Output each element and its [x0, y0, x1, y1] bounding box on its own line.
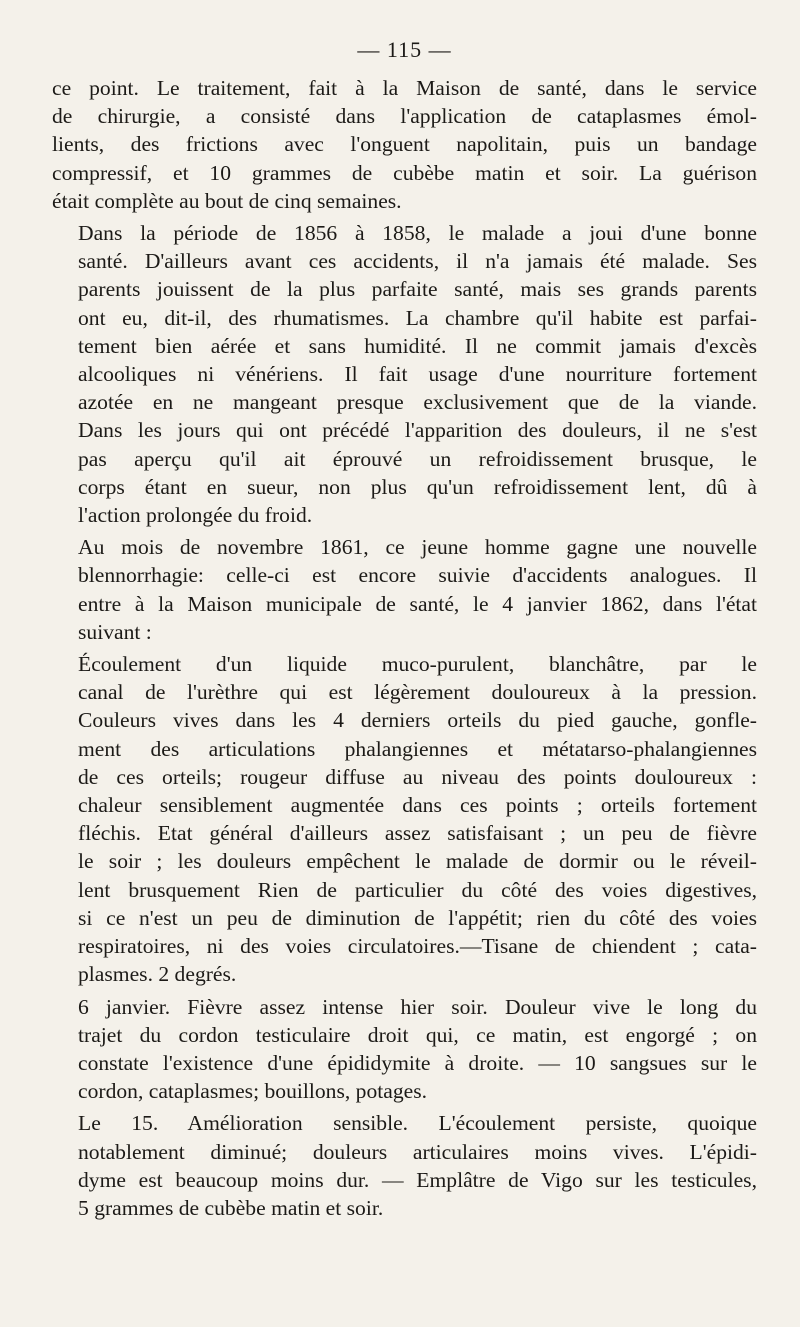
text-line: notablement diminué; douleurs articulaires moins vives. L'épidi-	[78, 1139, 757, 1164]
text-line: respiratoires, ni des voies circulatoires.—Tisane de chiendent ; cata-	[78, 934, 757, 959]
text-line: blennorrhagie: celle-ci est encore suivie d'accidents analogues. Il	[78, 563, 757, 588]
text-line: constate l'existence d'une épididymite à droite. — 10 sangsues sur le	[78, 1050, 757, 1075]
text-line: plasmes. 2 degrés.	[78, 962, 237, 987]
text-line: tement bien aérée et sans humidité. Il ne commit jamais d'excès	[78, 333, 757, 358]
text-line: lent brusquement Rien de particulier du côté des voies digestives,	[78, 877, 757, 902]
text-line: chaleur sensiblement augmentée dans ces points ; orteils fortement	[78, 793, 757, 818]
text-line: ont eu, dit-il, des rhumatismes. La chambre qu'il habite est parfai-	[78, 305, 757, 330]
paragraph-2	[52, 219, 757, 529]
text-line: de ces orteils; rougeur diffuse au niveau des points douloureux :	[78, 764, 757, 789]
paragraph-1	[52, 74, 757, 215]
text-line: était complète au bout de cinq semaines.	[52, 188, 402, 213]
text-line: l'action prolongée du froid.	[78, 503, 313, 528]
paragraph-6	[52, 1109, 757, 1222]
text-line: suivant :	[78, 619, 152, 644]
text-line: si ce n'est un peu de diminution de l'appétit; rien du côté des voies	[78, 905, 757, 930]
text-line: 6 janvier. Fièvre assez intense hier soir. Douleur vive le long du	[78, 994, 757, 1019]
text-line: corps étant en sueur, non plus qu'un refroidissement lent, dû à	[78, 474, 757, 499]
text-line: fléchis. Etat général d'ailleurs assez satisfaisant ; un peu de fièvre	[78, 821, 757, 846]
text-line: entre à la Maison municipale de santé, le 4 janvier 1862, dans l'état	[78, 591, 757, 616]
text-line: pas aperçu qu'il ait éprouvé un refroidissement brusque, le	[78, 446, 757, 471]
text-line: ce point. Le traitement, fait à la Maison de santé, dans le service	[52, 76, 757, 100]
text-line: parents jouissent de la plus parfaite santé, mais ses grands parents	[78, 277, 757, 302]
text-line: le soir ; les douleurs empêchent le malade de dormir ou le réveil-	[78, 849, 757, 874]
paragraph-5	[52, 993, 757, 1106]
text-line: Le 15. Amélioration sensible. L'écoulement persiste, quoique	[78, 1111, 757, 1136]
text-line: Au mois de novembre 1861, ce jeune homme gagne une nouvelle	[78, 535, 757, 560]
paragraph-4	[52, 650, 757, 988]
page-number: — 115 —	[357, 37, 452, 62]
text-line: lients, des frictions avec l'onguent napolitain, puis un bandage	[52, 132, 757, 157]
text-line: 5 grammes de cubèbe matin et soir.	[78, 1195, 384, 1220]
text-line: dyme est beaucoup moins dur. — Emplâtre de Vigo sur les testicules,	[78, 1167, 757, 1192]
text-line: trajet du cordon testiculaire droit qui, ce matin, est engorgé ; on	[78, 1022, 757, 1047]
text-line: Écoulement d'un liquide muco-purulent, blanchâtre, par le	[78, 652, 757, 677]
text-line: cordon, cataplasmes; bouillons, potages.	[78, 1079, 428, 1104]
text-line: azotée en ne mangeant presque exclusivement que de la viande.	[78, 390, 757, 415]
text-line: compressif, et 10 grammes de cubèbe matin et soir. La guérison	[52, 160, 757, 185]
text-line: Dans les jours qui ont précédé l'apparition des douleurs, il ne s'est	[78, 418, 757, 443]
text-line: canal de l'urèthre qui est légèrement douloureux à la pression.	[78, 680, 757, 705]
text-line: de chirurgie, a consisté dans l'application de cataplasmes émol-	[52, 104, 757, 129]
text-line: Dans la période de 1856 à 1858, le malade a joui d'une bonne	[78, 221, 757, 246]
paragraph-3	[52, 533, 757, 646]
text-line: ment des articulations phalangiennes et métatarso-phalangiennes	[78, 736, 757, 761]
text-line: alcooliques ni vénériens. Il fait usage d'une nourriture fortement	[78, 362, 757, 387]
text-line: santé. D'ailleurs avant ces accidents, il n'a jamais été malade. Ses	[78, 249, 757, 274]
book-page	[52, 36, 757, 1222]
text-line: Couleurs vives dans les 4 derniers orteils du pied gauche, gonfle-	[78, 708, 757, 733]
